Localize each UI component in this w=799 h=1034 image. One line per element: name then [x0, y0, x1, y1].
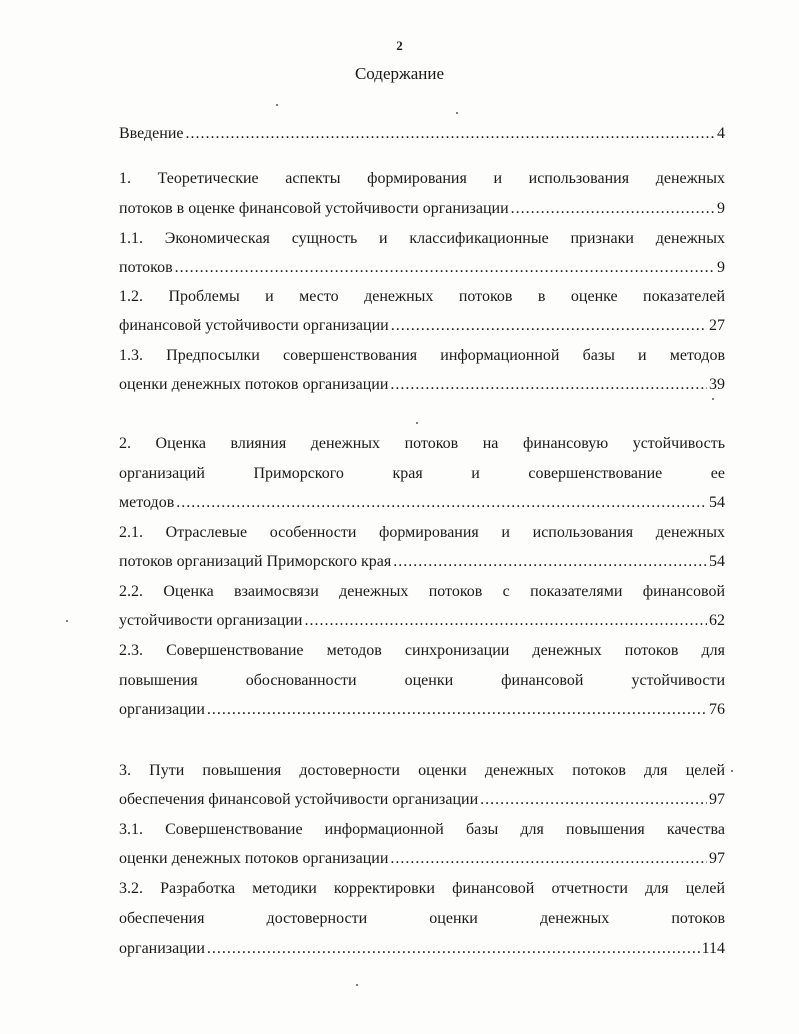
toc-page-number: 39 [709, 376, 725, 393]
toc-entry-3-line2 [119, 789, 725, 811]
scan-speck [416, 422, 418, 424]
toc-leader [304, 610, 707, 632]
scan-speck [731, 770, 733, 772]
toc-page-number: 4 [717, 125, 725, 142]
toc-label: оценки денежных потоков организации [119, 850, 389, 867]
toc-label: Введение [119, 125, 184, 142]
toc-page-number: 9 [717, 259, 725, 276]
toc-page-number: 27 [709, 317, 725, 334]
toc-entry-2-line3 [119, 492, 725, 514]
toc-leader [391, 315, 707, 337]
toc-label: финансовой устойчивости организации [119, 317, 389, 334]
toc-entry-2-1-line2 [119, 551, 725, 573]
toc-page-number: 9 [717, 200, 725, 217]
page-number: 2 [396, 38, 403, 53]
toc-entry-1-2-line2 [119, 315, 725, 337]
scan-speck [356, 984, 358, 986]
toc-leader [480, 789, 707, 811]
toc-label: оценки денежных потоков организации [119, 376, 389, 393]
toc-label: потоков в оценке финансовой устойчивости организации [119, 200, 509, 217]
toc-entry-1-3-line2 [119, 374, 725, 396]
toc-entry-3-2-line1: 3.2. Разработка методики корректировки финансовой отчетности для целей [119, 880, 725, 897]
toc-entry-1-line2 [119, 198, 725, 220]
toc-leader [393, 551, 707, 573]
scan-speck [66, 620, 68, 622]
toc-leader [390, 848, 707, 870]
toc-entry-1-2-line1: 1.2. Проблемы и место денежных потоков в оценке показателей [119, 288, 725, 305]
toc-page-number: 76 [709, 701, 725, 718]
toc-label: организации [119, 940, 205, 957]
toc-label: обеспечения финансовой устойчивости организации [119, 791, 479, 808]
toc-entry-3-1-line1: 3.1. Совершенствование информационной базы для повышения качества [119, 821, 725, 838]
toc-label: организации [119, 701, 205, 718]
toc-page-number: 97 [709, 791, 725, 808]
toc-leader [390, 374, 707, 396]
toc-label: методов [119, 494, 175, 511]
toc-leader [186, 123, 716, 145]
toc-page-number: 54 [709, 553, 725, 570]
toc-entry-3-2-line2: обеспечения достоверности оценки денежных потоков [119, 910, 725, 927]
toc-page-number: 62 [709, 612, 725, 629]
toc-entry-intro [119, 123, 725, 145]
toc-entry-1-3-line1: 1.3. Предпосылки совершенствования информационной базы и методов [119, 347, 725, 364]
toc-entry-1-line1: 1. Теоретические аспекты формирования и использования денежных [119, 170, 725, 187]
scan-speck [712, 398, 714, 400]
toc-label: потоков [119, 259, 173, 276]
toc-entry-3-1-line2 [119, 848, 725, 870]
toc-entry-1-1-line1: 1.1. Экономическая сущность и классификационные признаки денежных [119, 230, 725, 247]
toc-entry-2-3-line1: 2.3. Совершенствование методов синхронизации денежных потоков для [119, 642, 725, 659]
toc-entry-3-line1: 3. Пути повышения достоверности оценки денежных потоков для целей [119, 762, 725, 779]
toc-entry-2-3-line3 [119, 699, 725, 721]
toc-label: устойчивости организации [119, 612, 303, 629]
toc-entry-1-1-line2 [119, 257, 725, 279]
toc-leader [511, 198, 715, 220]
toc-entry-2-2-line1: 2.2. Оценка взаимосвязи денежных потоков с показателями финансовой [119, 583, 725, 600]
toc-label: потоков организаций Приморского края [119, 553, 392, 570]
toc-leader [176, 492, 707, 514]
toc-page-number: 97 [709, 850, 725, 867]
toc-entry-2-2-line2 [119, 610, 725, 632]
toc-entry-2-line2: организаций Приморского края и совершенствование ее [119, 465, 725, 482]
toc-entry-2-3-line2: повышения обоснованности оценки финансовой устойчивости [119, 672, 725, 689]
toc-page-number: 54 [709, 494, 725, 511]
page-title: Содержание [354, 64, 445, 83]
toc-entry-2-line1: 2. Оценка влияния денежных потоков на финансовую устойчивость [119, 435, 725, 452]
scan-speck [276, 104, 278, 106]
toc-leader [207, 938, 700, 960]
toc-entry-3-2-line3 [119, 938, 725, 960]
toc-leader [207, 699, 707, 721]
toc-entry-2-1-line1: 2.1. Отраслевые особенности формирования и использования денежных [119, 524, 725, 541]
scan-speck [456, 112, 458, 114]
toc-page-number: 114 [701, 940, 725, 957]
toc-leader [175, 257, 715, 279]
